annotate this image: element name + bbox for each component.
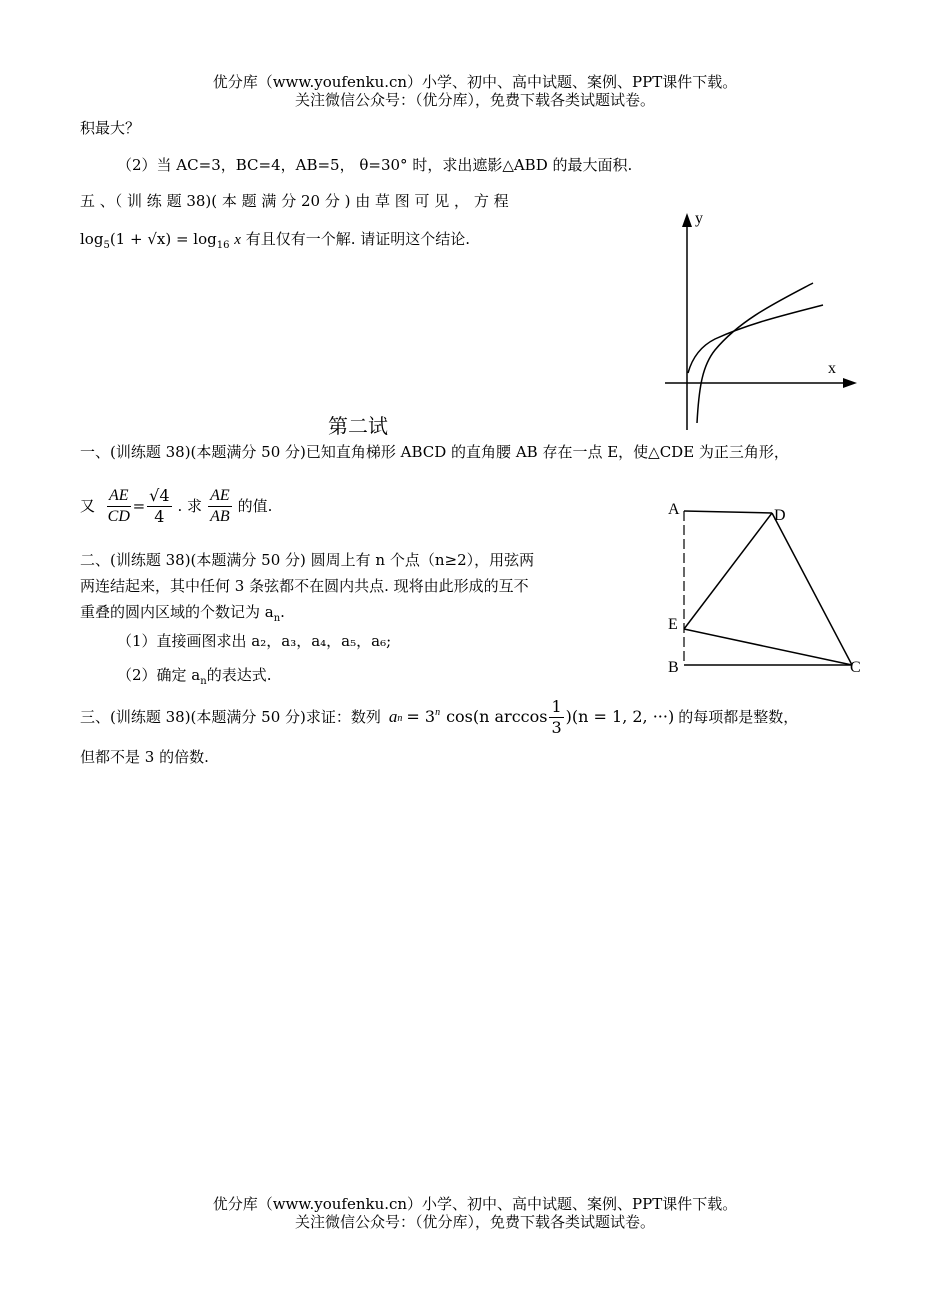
footer-line-2: 关注微信公众号：（优分库），免费下载各类试题试卷。 <box>294 1213 655 1231</box>
function-graph <box>655 205 865 435</box>
equation-middle: (1 + √x) = log <box>109 230 217 248</box>
fraction-ae-ab <box>208 486 232 527</box>
problem3-line1 <box>80 690 798 744</box>
label-c: C <box>850 659 861 676</box>
problem2-sub2-sub: n <box>200 676 207 687</box>
y-axis-arrow <box>682 213 692 227</box>
segment-dc <box>772 513 852 665</box>
label-d: D <box>774 507 786 524</box>
problem2-sub2 <box>117 664 272 693</box>
problem2-sub2-pre: （2）确定 a <box>117 666 201 684</box>
log-left: log <box>80 230 104 248</box>
part5-equation-line <box>80 228 470 257</box>
header-line-1: 优分库（www.youfenku.cn）小学、初中、高中试题、案例、PPT课件下载。 <box>212 73 738 91</box>
problem1-you: 又 <box>80 497 96 515</box>
problem2-line3 <box>80 601 285 630</box>
prev-question-tail: 积最大？ <box>80 119 141 137</box>
label-y: y <box>695 210 703 227</box>
part5-rest: 有且仅有一个解. 请证明这个结论. <box>245 230 470 248</box>
fraction-ae-cd <box>107 486 131 527</box>
log-left-base: 5 <box>103 240 110 251</box>
fraction-one-third-num: 1 <box>551 696 562 716</box>
segment-ec <box>684 629 852 665</box>
problem1-line2 <box>80 476 272 536</box>
fraction-ae-cd-num: AE <box>107 486 131 507</box>
fraction-ae-ab-num: AE <box>208 486 232 507</box>
header-line-2: 关注微信公众号：（优分库），免费下载各类试题试卷。 <box>294 91 655 109</box>
problem3-line2: 但都不是 3 的倍数. <box>80 748 209 766</box>
fraction-sqrt4-den: 4 <box>154 506 165 526</box>
problem2-line3-text: 重叠的圆内区域的个数记为 a <box>80 603 274 621</box>
sequence-eq: = 3 <box>406 707 436 726</box>
sequence-a-sub: n <box>397 713 403 724</box>
segment-ad <box>684 511 772 513</box>
problem2-sub2-post: 的表达式. <box>206 666 272 684</box>
segment-ed <box>684 513 772 629</box>
equation-variable-x: x <box>234 232 241 248</box>
part5-intro: 五 、（ 训 练 题 38)( 本 题 满 分 20 分 ) 由 草 图 可 见 ， 方 程 <box>80 192 509 210</box>
fraction-one-third <box>549 697 563 738</box>
problem2-line1: 二、(训练题 38)(本题满分 50 分) 圆周上有 n 个点（n≥2），用弦两 <box>80 551 535 569</box>
problem3-post: 的每项都是整数， <box>678 708 799 726</box>
sequence-a: a <box>388 707 398 726</box>
fraction-one-third-den: 3 <box>551 717 562 737</box>
fraction-sqrt4-4 <box>147 486 171 527</box>
prev-question-part2: （2）当 AC=3，BC=4，AB=5， θ=30° 时，求出遮影△ABD 的最大面积. <box>117 156 633 174</box>
footer-line-1: 优分库（www.youfenku.cn）小学、初中、高中试题、案例、PPT课件下载。 <box>212 1195 738 1213</box>
problem1-line1: 一、(训练题 38)(本题满分 50 分)已知直角梯形 ABCD 的直角腰 AB 存在一点 E，使△CDE 为正三角形， <box>80 443 789 461</box>
label-x: x <box>828 360 836 377</box>
fraction-sqrt4-num: √4 <box>149 485 170 505</box>
problem1-end: 的值. <box>237 497 273 515</box>
problem2-line3-end: . <box>280 603 285 621</box>
problem1-qiu: . 求 <box>177 497 203 515</box>
sequence-cos: cos(n arccos <box>446 707 548 726</box>
label-e: E <box>668 616 678 633</box>
problem2-line2: 两连结起来，其中任何 3 条弦都不在圆内共点. 现将由此形成的互不 <box>80 577 529 595</box>
sequence-exp: n <box>435 707 441 718</box>
curve-log16 <box>697 283 813 423</box>
label-a: A <box>668 501 680 518</box>
trapezoid-figure <box>660 495 870 680</box>
log-right-base: 16 <box>216 240 230 251</box>
fraction-ae-ab-den: AB <box>210 507 230 525</box>
problem2-sub1: （1）直接画图求出 a₂，a₃，a₄，a₅，a₆; <box>117 632 392 650</box>
sequence-tail: )(n = 1, 2, ···) <box>565 707 675 726</box>
fraction-ae-cd-den: CD <box>107 507 130 525</box>
problem2-line3-sub: n <box>273 613 281 624</box>
x-axis-arrow <box>843 378 857 388</box>
problem3-pre: 三、(训练题 38)(本题满分 50 分)求证：数列 <box>80 708 381 726</box>
label-b: B <box>668 659 679 676</box>
section-title: 第二试 <box>328 414 388 438</box>
equals-sign: = <box>132 497 146 515</box>
